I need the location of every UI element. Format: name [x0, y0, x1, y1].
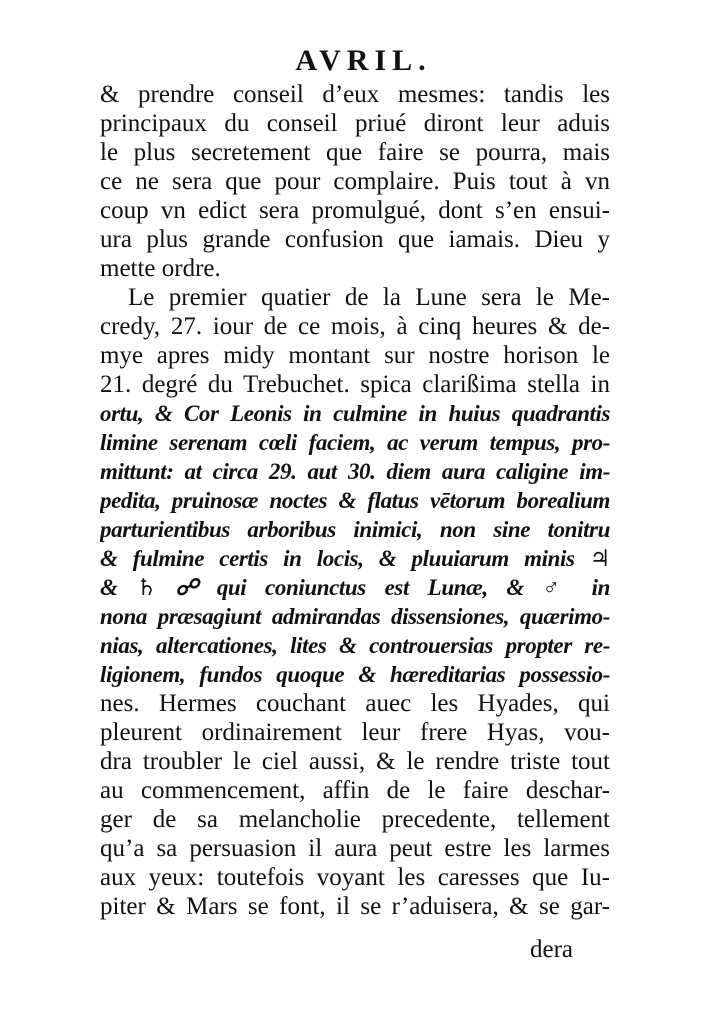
text-line: mette ordre. [100, 255, 221, 282]
latin-line-with-jupiter-symbol: & fulmine certis in locis, & pluuiarum minis ♃ [100, 546, 610, 571]
text-line: ger de sa melancholie precedente, tellement [100, 806, 610, 833]
running-header: AVRIL. [295, 44, 432, 77]
text-line: nes. Hermes couchant auec les Hyades, qui [100, 690, 610, 717]
text-line: credy, 27. iour de ce mois, à cinq heures & de- [100, 313, 610, 340]
latin-line: ortu, & Cor Leonis in culmine in huius quadrantis [100, 401, 610, 426]
text-line: ura plus grande confusion que iamais. Dieu y [100, 226, 610, 253]
text-line: piter & Mars se font, il se r’aduisera, & se gar- [100, 893, 610, 920]
text-line: coup vn edict sera promulgué, dont s’en ensui- [100, 197, 610, 224]
text-line: dra troubler le ciel aussi, & le rendre triste tout [100, 748, 610, 775]
text-line: & prendre conseil d’eux mesmes: tandis les [100, 81, 610, 108]
paragraph-first-line: Le premier quatier de la Lune sera le Me- [128, 284, 610, 311]
latin-line: parturientibus arboribus inimici, non sine tonitru [100, 517, 610, 542]
latin-line: nona præsagiunt admirandas dissensiones, quærimo- [100, 604, 610, 629]
latin-line: mittunt: at circa 29. aut 30. diem aura caligine im- [100, 459, 610, 484]
text-line: aux yeux: toutefois voyant les caresses que Iu- [100, 864, 610, 891]
text-block [100, 80, 610, 921]
text-line: le plus secretement que faire se pourra, mais [100, 139, 610, 166]
text-line: mye apres midy montant sur nostre horison le [100, 342, 610, 369]
latin-line: limine serenam cœli faciem, ac verum tempus, pro- [100, 430, 610, 455]
text-line: pleurent ordinairement leur frere Hyas, vou- [100, 719, 610, 746]
text-line: au commencement, affin de le faire deschar- [100, 777, 610, 804]
latin-line-with-planet-symbols: & ♄ ☍ qui coniunctus est Lunæ, & ♂ in [100, 575, 610, 600]
text-line: principaux du conseil priué diront leur aduis [100, 110, 610, 137]
text-line: ce ne sera que pour complaire. Puis tout à vn [100, 168, 610, 195]
latin-line: ligionem, fundos quoque & hæreditarias possessio- [100, 662, 610, 687]
text-line: qu’a sa persuasion il aura peut estre les larmes [100, 835, 610, 862]
latin-line: pedita, pruinosæ noctes & flatus vētorum borealium [100, 488, 610, 513]
latin-line: nias, altercationes, lites & controuersias propter re- [100, 633, 610, 658]
text-line: 21. degré du Trebuchet. spica clarißima stella in [100, 371, 610, 398]
catchword: dera [530, 936, 574, 963]
